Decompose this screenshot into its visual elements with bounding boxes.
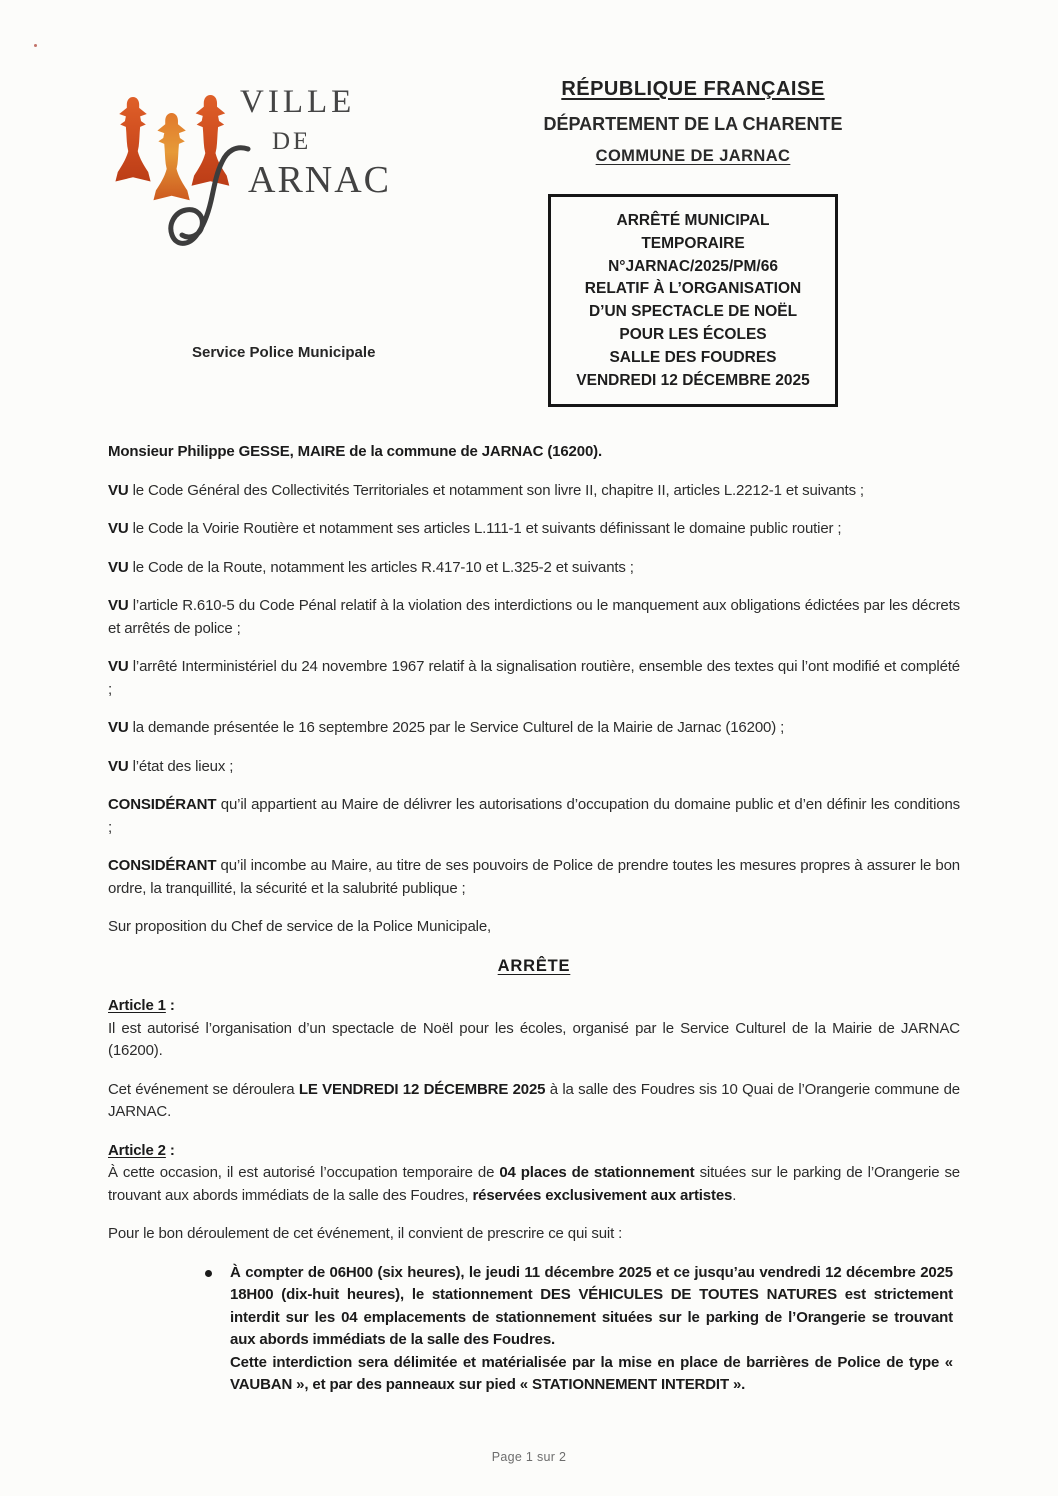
vu-label: VU	[108, 481, 129, 499]
decision-heading: ARRÊTE	[497, 956, 571, 975]
bullet-text-line-2: Cette interdiction sera délimitée et matérialisée par la mise en place de barrières de Police de type « VAUBAN », et par des panneaux sur pied « STATIONNEMENT INTERDIT ».	[230, 1353, 953, 1393]
article1-event-date: LE VENDREDI 12 DÉCEMBRE 2025	[298, 1080, 546, 1098]
decree-title-line-1: ARRÊTÉ MUNICIPAL	[616, 212, 770, 229]
considerant-label: CONSIDÉRANT	[108, 796, 217, 813]
vu-label: VU	[108, 757, 129, 775]
article1-colon: :	[165, 997, 175, 1014]
vu-label: VU	[108, 719, 129, 736]
vu-text: l’état des lieux ;	[128, 757, 234, 775]
document-body	[108, 441, 960, 1397]
article1-paragraph-2	[108, 1079, 960, 1124]
vu-clause-2	[108, 518, 960, 541]
logo-text-ville: VILLE	[240, 84, 356, 120]
decree-date-line: VENDREDI 12 DÉCEMBRE 2025	[576, 371, 810, 389]
commune-title: COMMUNE DE JARNAC	[595, 147, 791, 165]
vu-clause-7	[108, 756, 960, 779]
vu-label: VU	[108, 658, 129, 675]
decree-title-line-5: D’UN SPECTACLE DE NOËL	[588, 303, 798, 321]
article1-label: Article 1	[108, 997, 166, 1014]
article1-p2-post: à la salle des Foudres sis 10 Quai de l’Orangerie commune de JARNAC.	[108, 1080, 960, 1120]
article2-paragraph-1	[108, 1162, 960, 1207]
vu-text: l’arrêté Interministériel du 24 novembre 1967 relatif à la signalisation routière, ensemble des textes qui l’ont modifié et complété ;	[108, 658, 960, 698]
vu-text: le Code de la Route, notamment les articles R.417-10 et L.325-2 et suivants ;	[128, 558, 634, 576]
article2-parking-places: 04 places de stationnement	[499, 1164, 695, 1181]
article2-colon: :	[165, 1141, 175, 1159]
vu-label: VU	[108, 520, 129, 537]
vu-clause-1	[108, 480, 960, 503]
service-line: Service Police Municipale	[192, 344, 376, 361]
article2-p1-pre: À cette occasion, il est autorisé l’occupation temporaire de	[108, 1164, 500, 1181]
vu-text: la demande présentée le 16 septembre 2025 par le Service Culturel de la Mairie de Jarnac (16200) ;	[128, 719, 785, 736]
prescriptions-list	[108, 1262, 960, 1397]
logo-text-jarnac: ARNAC	[248, 159, 392, 201]
republic-title: RÉPUBLIQUE FRANÇAISE	[561, 78, 825, 100]
decree-title-line-6: POUR LES ÉCOLES	[619, 325, 767, 343]
bullet-text-line-1: À compter de 06H00 (six heures), le jeudi 11 décembre 2025 et ce jusqu’au vendredi 12 décembre 2025 18H00 (dix-huit heures), le stationnement DES VÉHICULES DE TOUTES NATURES est strictement interdit sur les 04 emplacements de stationnement situées sur le parking de l’Orangerie se trouvant aux abords immédiats de la salle des Foudres.	[230, 1263, 953, 1348]
article2-reserved-artists: réservées exclusivement aux artistes	[472, 1186, 733, 1204]
proposition-line: Sur proposition du Chef de service de la Police Municipale,	[108, 918, 492, 935]
vu-text: le Code la Voirie Routière et notamment ses articles L.111-1 et suivants définissant le domaine public routier ;	[128, 520, 842, 537]
vu-clause-6	[108, 717, 960, 740]
department-title: DÉPARTEMENT DE LA CHARENTE	[543, 114, 843, 134]
vu-clause-5	[108, 656, 960, 701]
considerant-text: qu’il appartient au Maire de délivrer les autorisations d’occupation du domaine public et d’en définir les conditions ;	[108, 796, 960, 836]
considerant-clause-1	[108, 794, 960, 839]
vu-text: le Code Général des Collectivités Territoriales et notamment son livre II, chapitre II, articles L.2212-1 et suivants ;	[128, 481, 864, 499]
decree-title-box	[548, 194, 838, 407]
considerant-text: qu’il incombe au Maire, au titre de ses pouvoirs de Police de prendre toutes les mesures propres à assurer le bon ordre, la tranquillité, la sécurité et la salubrité publique ;	[108, 857, 960, 897]
considerant-clause-2	[108, 855, 960, 900]
decree-title-line-4: RELATIF À L’ORGANISATION	[584, 280, 802, 298]
ville-de-jarnac-logo	[0, 0, 420, 280]
article2-p1-mid: situées sur le parking de l’Orangerie se trouvant aux abords immédiats de la salle des Foudres,	[108, 1164, 960, 1204]
vu-label: VU	[108, 597, 129, 614]
article2-paragraph-2: Pour le bon déroulement de cet événement, il convient de prescrire ce qui suit :	[108, 1225, 623, 1242]
vu-text: l’article R.610-5 du Code Pénal relatif à la violation des interdictions ou le manquement aux obligations édictées par les décrets et arrêtés de police ;	[108, 597, 960, 637]
article2-heading	[108, 1140, 960, 1163]
article1-paragraph-1: Il est autorisé l’organisation d’un spectacle de Noël pour les écoles, organisé par le Service Culturel de la Mairie de JARNAC (16200).	[108, 1019, 960, 1059]
mayor-intro-line: Monsieur Philippe GESSE, MAIRE de la commune de JARNAC (16200).	[108, 443, 602, 460]
page-footer: Page 1 sur 2	[491, 1450, 567, 1464]
article1-p2-pre: Cet événement se déroulera	[108, 1080, 299, 1098]
decree-number: N°JARNAC/2025/PM/66	[608, 257, 778, 275]
vu-clause-4	[108, 595, 960, 640]
national-header	[513, 78, 873, 166]
vu-label: VU	[108, 558, 129, 576]
logo-text-de: DE	[272, 128, 312, 155]
article2-p1-end: .	[732, 1186, 737, 1204]
article2-label: Article 2	[108, 1141, 166, 1159]
jarnac-initial-j-swirl	[168, 144, 252, 256]
parking-restriction-bullet	[230, 1262, 953, 1397]
vu-clause-3	[108, 557, 960, 580]
considerant-label: CONSIDÉRANT	[108, 857, 217, 874]
decree-title-line-7: SALLE DES FOUDRES	[609, 348, 777, 366]
article1-heading	[108, 995, 960, 1018]
decree-title-line-2: TEMPORAIRE	[641, 234, 745, 252]
